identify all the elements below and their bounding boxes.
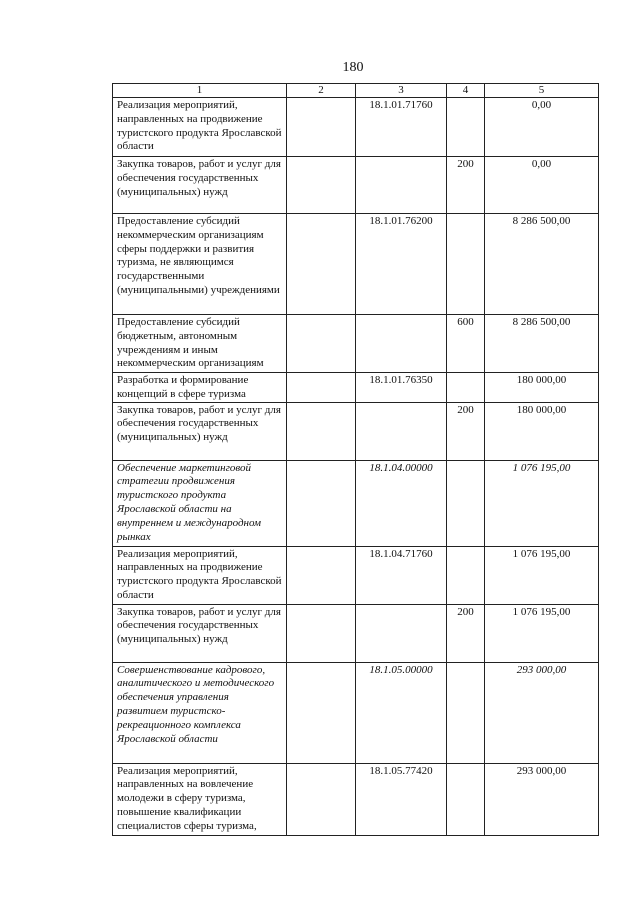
cell-amount: 1 076 195,00 <box>485 546 599 604</box>
table-row <box>113 546 599 604</box>
table-row <box>113 157 599 214</box>
cell-expense-type <box>447 98 485 157</box>
cell-amount: 1 076 195,00 <box>485 460 599 546</box>
cell-amount: 0,00 <box>485 157 599 214</box>
cell-amount: 8 286 500,00 <box>485 315 599 373</box>
cell-expense-type: 200 <box>447 157 485 214</box>
cell-col2 <box>287 402 356 460</box>
cell-code: 18.1.05.77420 <box>356 763 447 835</box>
cell-expense-type <box>447 214 485 315</box>
column-header: 2 <box>287 84 356 98</box>
table-row <box>113 98 599 157</box>
cell-name: Реализация мероприятий, направленных на продвижение туристского продукта Ярославской области <box>113 98 287 157</box>
column-header: 5 <box>485 84 599 98</box>
table-row <box>113 373 599 403</box>
cell-name: Закупка товаров, работ и услуг для обеспечения государственных (муниципальных) нужд <box>113 402 287 460</box>
cell-code <box>356 157 447 214</box>
cell-expense-type <box>447 763 485 835</box>
cell-code <box>356 402 447 460</box>
table-row <box>113 460 599 546</box>
cell-amount: 0,00 <box>485 98 599 157</box>
cell-amount: 180 000,00 <box>485 402 599 460</box>
cell-name: Разработка и формирование концепций в сфере туризма <box>113 373 287 403</box>
column-header: 1 <box>113 84 287 98</box>
budget-table <box>112 83 599 836</box>
cell-code: 18.1.05.00000 <box>356 662 447 763</box>
cell-col2 <box>287 604 356 662</box>
table-row <box>113 214 599 315</box>
cell-amount: 293 000,00 <box>485 763 599 835</box>
table-row <box>113 402 599 460</box>
cell-code <box>356 315 447 373</box>
cell-name: Закупка товаров, работ и услуг для обеспечения государственных (муниципальных) нужд <box>113 604 287 662</box>
table-row <box>113 315 599 373</box>
cell-name: Предоставление субсидий бюджетным, автономным учреждениям и иным некоммерческим организациям <box>113 315 287 373</box>
page-number: 180 <box>342 60 364 75</box>
cell-col2 <box>287 157 356 214</box>
cell-name: Реализация мероприятий, направленных на вовлечение молодежи в сферу туризма, повышение квалификации специалистов сферы туризма, <box>113 763 287 835</box>
cell-name: Предоставление субсидий некоммерческим организациям сферы поддержки и развития туризма, не являющимся государственными (муниципальными) учреждениями <box>113 214 287 315</box>
cell-expense-type: 200 <box>447 402 485 460</box>
cell-col2 <box>287 546 356 604</box>
cell-col2 <box>287 98 356 157</box>
cell-name: Реализация мероприятий, направленных на продвижение туристского продукта Ярославской области <box>113 546 287 604</box>
table-header-row <box>113 84 599 98</box>
cell-col2 <box>287 460 356 546</box>
cell-col2 <box>287 763 356 835</box>
column-header: 4 <box>447 84 485 98</box>
cell-col2 <box>287 373 356 403</box>
table-row <box>113 604 599 662</box>
cell-expense-type <box>447 460 485 546</box>
cell-amount: 8 286 500,00 <box>485 214 599 315</box>
cell-code: 18.1.04.71760 <box>356 546 447 604</box>
cell-code: 18.1.01.76350 <box>356 373 447 403</box>
cell-expense-type <box>447 546 485 604</box>
cell-amount: 293 000,00 <box>485 662 599 763</box>
table-row <box>113 662 599 763</box>
cell-name: Обеспечение маркетинговой стратегии продвижения туристского продукта Ярославской области на внутреннем и международном рынках <box>113 460 287 546</box>
column-header: 3 <box>356 84 447 98</box>
cell-col2 <box>287 214 356 315</box>
cell-code: 18.1.04.00000 <box>356 460 447 546</box>
cell-col2 <box>287 315 356 373</box>
cell-amount: 1 076 195,00 <box>485 604 599 662</box>
cell-expense-type: 600 <box>447 315 485 373</box>
table-body <box>113 98 599 836</box>
cell-name: Закупка товаров, работ и услуг для обеспечения государственных (муниципальных) нужд <box>113 157 287 214</box>
cell-name: Совершенствование кадрового, аналитического и методического обеспечения управления развитием туристско-рекреационного комплекса Ярославской области <box>113 662 287 763</box>
cell-code <box>356 604 447 662</box>
cell-code: 18.1.01.71760 <box>356 98 447 157</box>
cell-col2 <box>287 662 356 763</box>
cell-code: 18.1.01.76200 <box>356 214 447 315</box>
cell-expense-type <box>447 373 485 403</box>
cell-amount: 180 000,00 <box>485 373 599 403</box>
cell-expense-type: 200 <box>447 604 485 662</box>
table-row <box>113 763 599 835</box>
cell-expense-type <box>447 662 485 763</box>
